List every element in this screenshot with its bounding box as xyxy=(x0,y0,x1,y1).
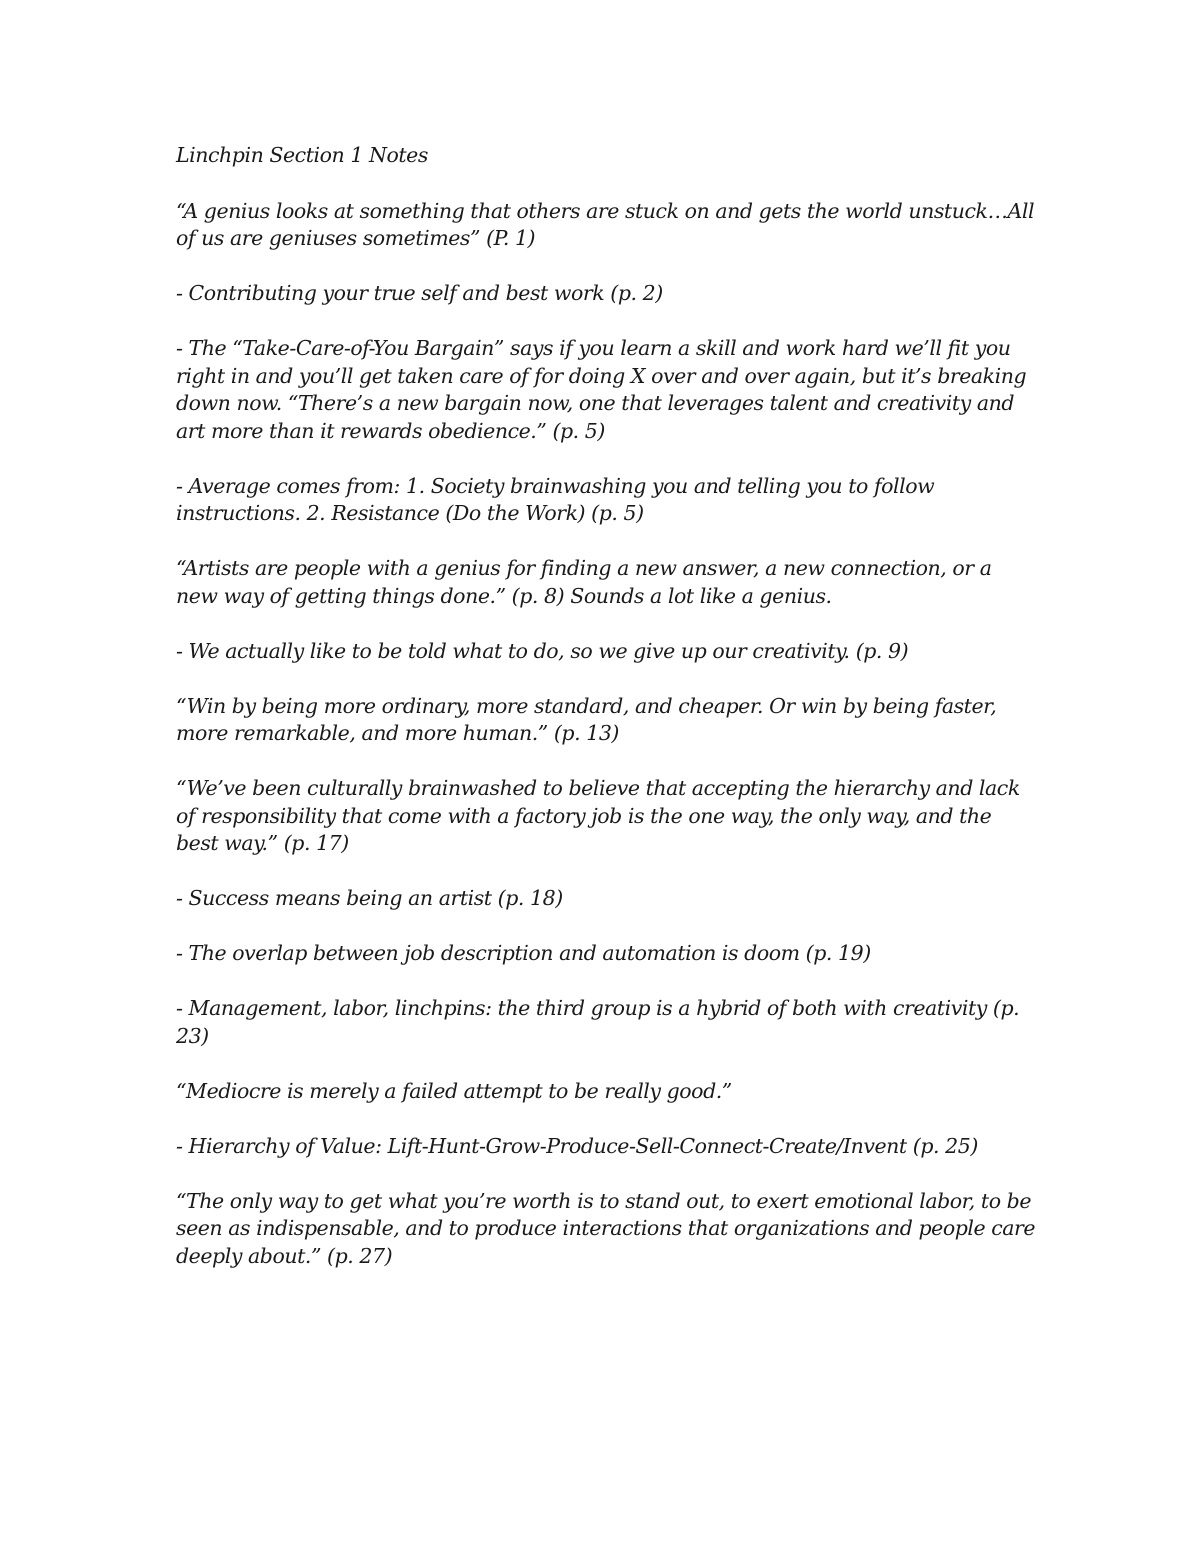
note-paragraph: - The overlap between job description and automation is doom (p. 19) xyxy=(176,941,871,965)
note-paragraph: - Contributing your true self and best work (p. 2) xyxy=(176,281,663,305)
note-paragraph: “We’ve been culturally brainwashed to believe that accepting the hierarchy and lack of responsibility that come with a factory job is the one way, the only way, and the best way.” (p. 17) xyxy=(176,776,1020,855)
note-paragraph: - Hierarchy of Value: Lift-Hunt-Grow-Produce-Sell-Connect-Create/Invent (p. 25) xyxy=(176,1133,978,1158)
note-paragraph: - Management, labor, linchpins: the third group is a hybrid of both with creativity (p. 23) xyxy=(176,996,1020,1048)
note-paragraph: - Success means being an artist (p. 18) xyxy=(176,886,563,910)
document-title: Linchpin Section 1 Notes xyxy=(176,143,428,167)
note-paragraph: - We actually like to be told what to do, so we give up our creativity. (p. 9) xyxy=(176,638,909,663)
note-paragraph: “A genius looks at something that others are stuck on and gets the world unstuck…All of us are geniuses sometimes” (P. 1) xyxy=(176,198,1035,250)
note-paragraph: - Average comes from: 1. Society brainwashing you and telling you to follow instructions. 2. Resistance (Do the Work) (p. 5) xyxy=(176,473,935,525)
note-paragraph: - The “Take-Care-of-You Bargain” says if you learn a skill and work hard we’ll fit you right in and you’ll get taken care of for doing X over and over again, but it’s breaking down now. “There’s a new bargain now, one that leverages talent and creativity and art more than it rewards obedience.” (p. 5) xyxy=(176,336,1027,443)
note-paragraph: “Artists are people with a genius for finding a new answer, a new connection, or a new way of getting things done.” (p. 8) Sounds a lot like a genius. xyxy=(176,556,992,608)
note-paragraph: “The only way to get what you’re worth is to stand out, to exert emotional labor, to be seen as indispensable, and to produce interactions that organizations and people care deeply about.” (p. 27) xyxy=(176,1188,1036,1268)
note-paragraph: “Mediocre is merely a failed attempt to be really good.” xyxy=(176,1078,732,1103)
document-body xyxy=(176,142,1036,1298)
note-paragraph: “Win by being more ordinary, more standard, and cheaper. Or win by being faster, more remarkable, and more human.” (p. 13) xyxy=(176,693,997,745)
